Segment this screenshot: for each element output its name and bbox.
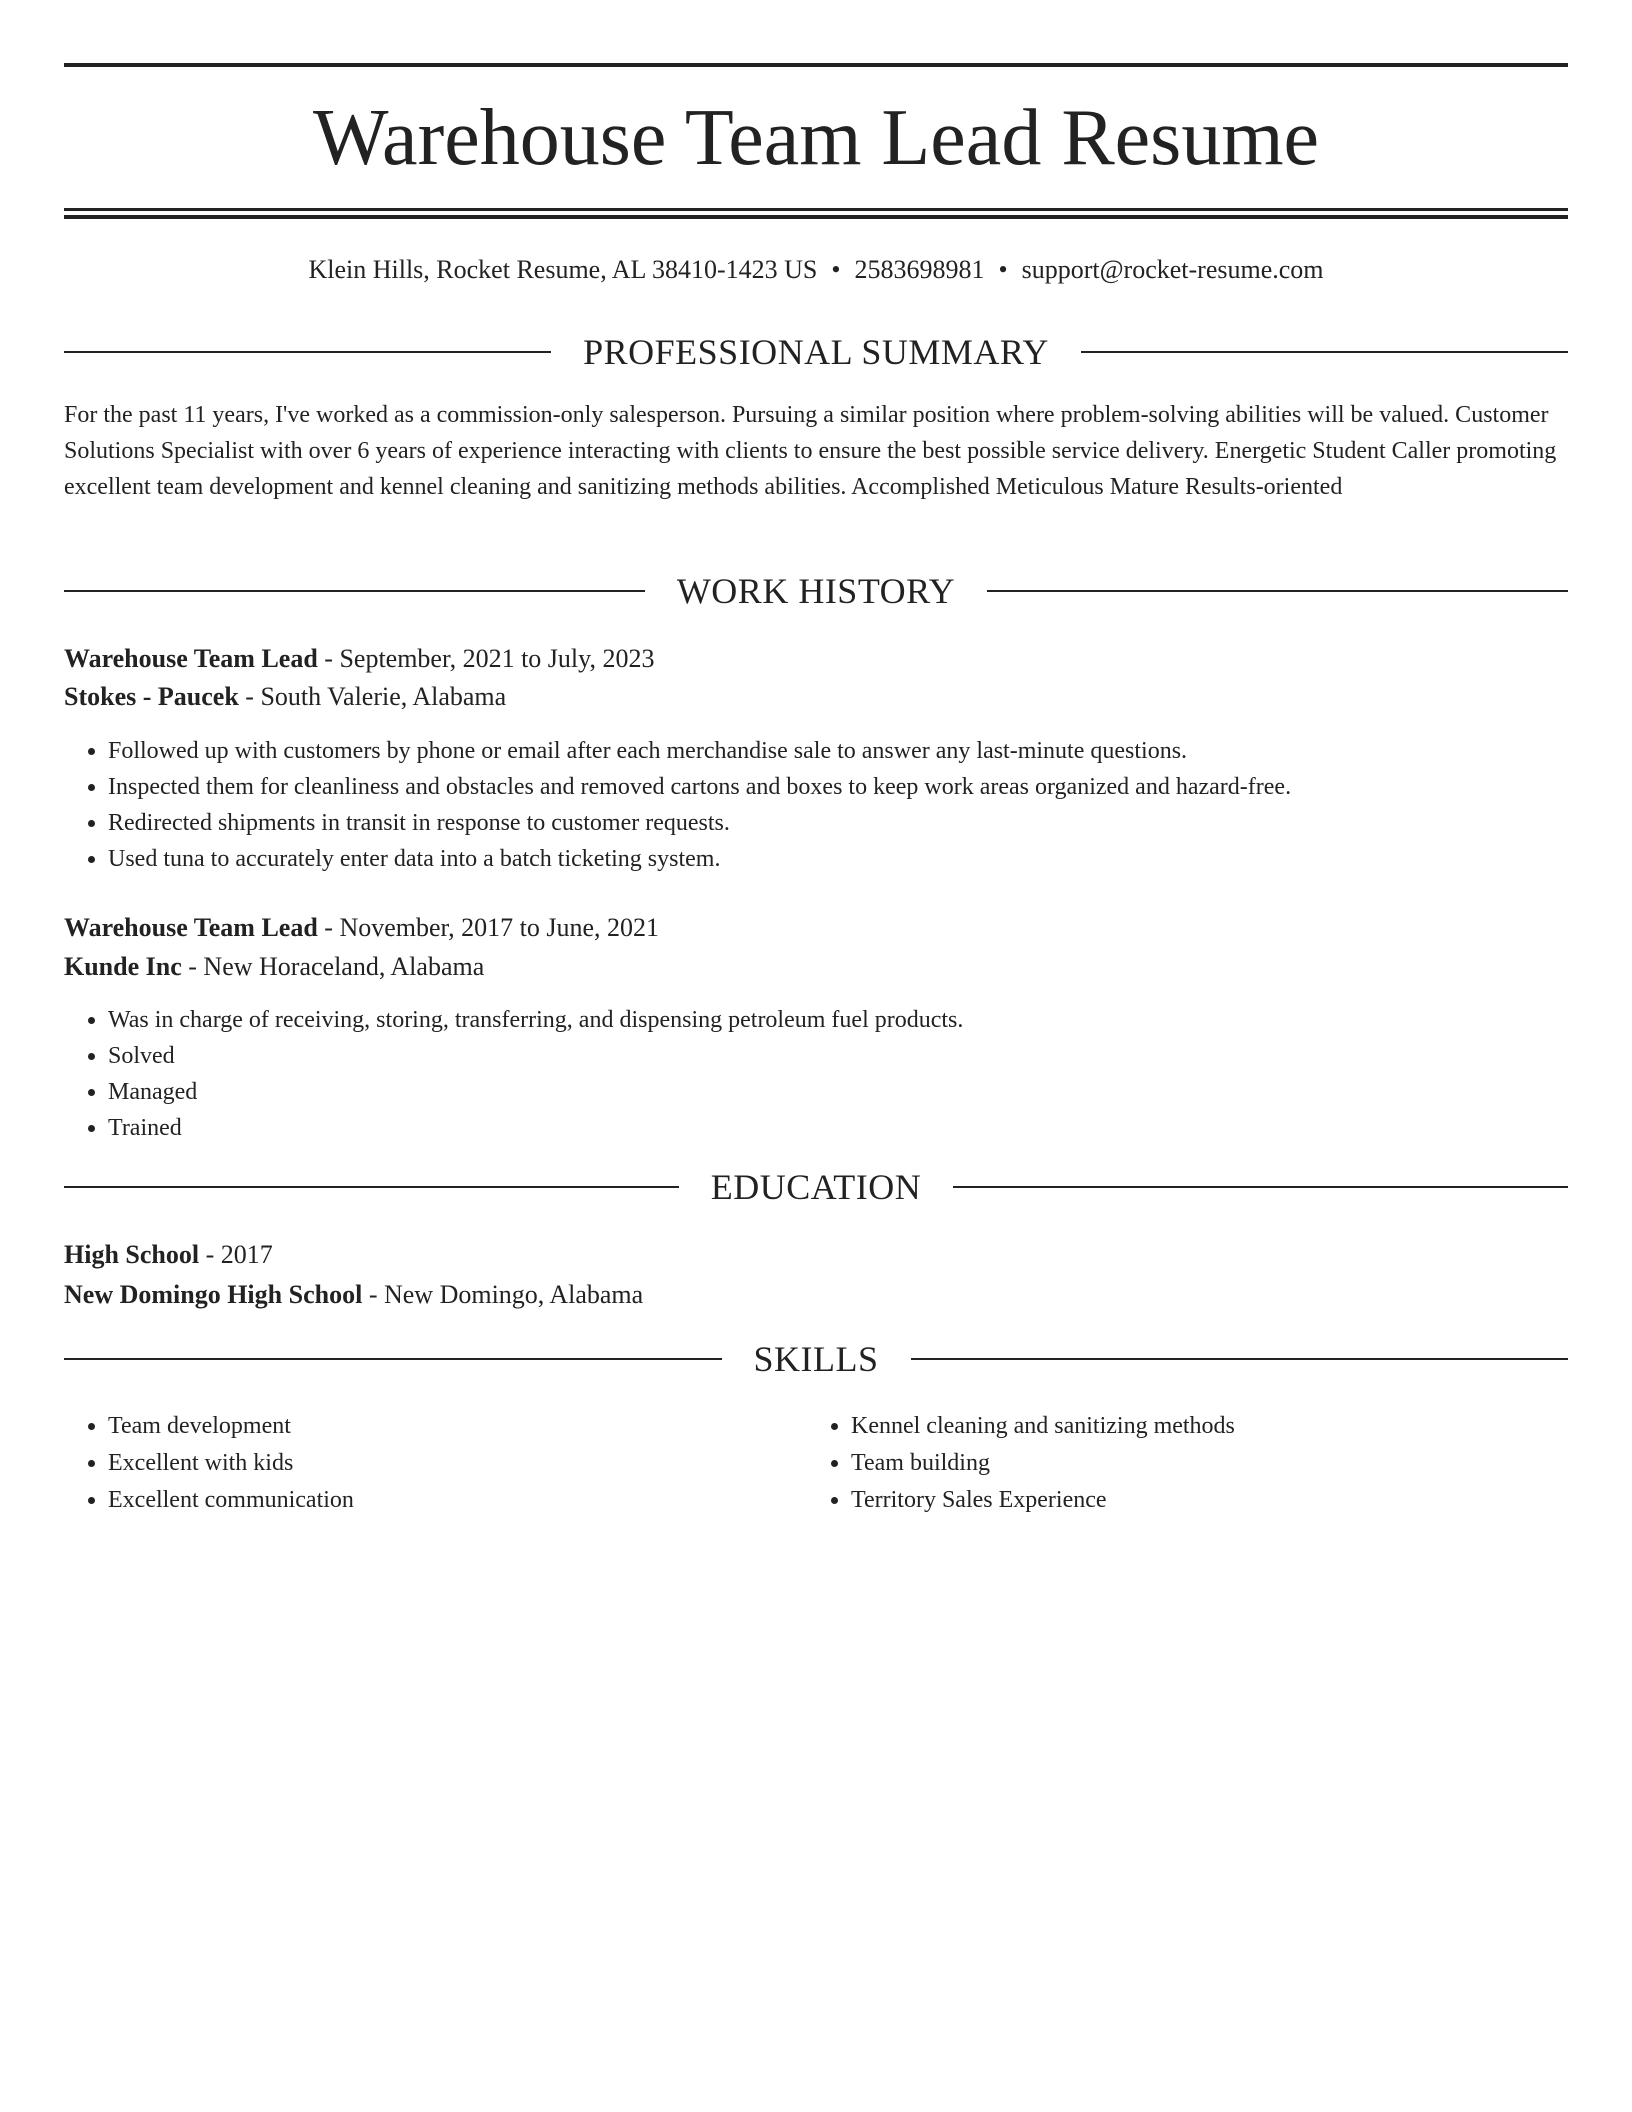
contact-email: support@rocket-resume.com bbox=[1021, 255, 1324, 284]
top-rule bbox=[64, 63, 1568, 67]
contact-address: Klein Hills, Rocket Resume, AL 38410-1423 US bbox=[308, 255, 818, 284]
heading-rule bbox=[64, 1186, 679, 1188]
education-degree: High School bbox=[64, 1240, 200, 1269]
job-bullets bbox=[64, 1002, 1568, 1146]
job-location: - South Valerie, Alabama bbox=[238, 682, 507, 711]
skill-item: • Excellent communication bbox=[108, 1482, 808, 1519]
summary-text: For the past 11 years, I've worked as a commission-only salesperson. Pursuing a similar position where problem-solving abilities will be valued. Customer Solutions Specialist with over 6 years of experience interacting with clients to ensure the best possible service delivery. Energetic Student Caller promoting excellent team development and kennel cleaning and sanitizing methods abilities. Accomplished Meticulous Mature Results-oriented bbox=[64, 402, 1557, 500]
education-location: - New Domingo, Alabama bbox=[362, 1280, 644, 1309]
education-school: New Domingo High School bbox=[64, 1280, 363, 1309]
job-title-line bbox=[64, 640, 1568, 678]
section-title-work: WORK HISTORY bbox=[676, 571, 956, 611]
list-item: • Redirected shipments in transit in response to customer requests. bbox=[108, 805, 1568, 841]
contact-line bbox=[64, 252, 1568, 288]
skill-item: • Kennel cleaning and sanitizing methods bbox=[851, 1408, 1611, 1445]
job-bullets bbox=[64, 733, 1568, 877]
section-title-summary: PROFESSIONAL SUMMARY bbox=[583, 332, 1049, 372]
list-item: • Managed bbox=[108, 1074, 1568, 1110]
job-company: Stokes - Paucek bbox=[64, 682, 239, 711]
section-heading-work bbox=[64, 569, 1568, 613]
job-role: Warehouse Team Lead bbox=[64, 913, 318, 942]
skill-item: • Territory Sales Experience bbox=[851, 1482, 1611, 1519]
heading-rule bbox=[64, 351, 551, 353]
skills-list-left bbox=[64, 1408, 808, 1519]
section-title-skills: SKILLS bbox=[753, 1339, 879, 1379]
education-school-line bbox=[64, 1276, 1568, 1314]
job-company-line bbox=[64, 948, 1568, 986]
skill-item: • Team building bbox=[851, 1445, 1611, 1482]
list-item: • Inspected them for cleanliness and obstacles and removed cartons and boxes to keep work areas organized and hazard-free. bbox=[108, 769, 1568, 805]
job-dates: - September, 2021 to July, 2023 bbox=[317, 644, 655, 673]
job-company: Kunde Inc bbox=[64, 952, 182, 981]
list-item: • Was in charge of receiving, storing, transferring, and dispensing petroleum fuel products. bbox=[108, 1002, 1568, 1038]
education-year: - 2017 bbox=[199, 1240, 273, 1269]
job-location: - New Horaceland, Alabama bbox=[181, 952, 485, 981]
section-heading-education bbox=[64, 1165, 1568, 1209]
contact-separator: • bbox=[998, 255, 1008, 284]
heading-rule bbox=[953, 1186, 1568, 1188]
job-company-line bbox=[64, 678, 1568, 716]
page-title: Warehouse Team Lead Resume bbox=[312, 94, 1320, 182]
skills-list-right bbox=[807, 1408, 1611, 1519]
heading-rule bbox=[1081, 351, 1568, 353]
title-rule-upper bbox=[64, 208, 1568, 211]
contact-separator: • bbox=[831, 255, 841, 284]
skill-item: • Team development bbox=[108, 1408, 808, 1445]
list-item: • Solved bbox=[108, 1038, 1568, 1074]
section-heading-skills bbox=[64, 1337, 1568, 1381]
title-rule-lower bbox=[64, 215, 1568, 219]
heading-rule bbox=[64, 590, 645, 592]
contact-phone: 2583698981 bbox=[854, 255, 985, 284]
list-item: • Trained bbox=[108, 1110, 1568, 1146]
job-title-line bbox=[64, 909, 1568, 947]
job-dates: - November, 2017 to June, 2021 bbox=[317, 913, 660, 942]
list-item: • Used tuna to accurately enter data into a batch ticketing system. bbox=[108, 841, 1568, 877]
job-role: Warehouse Team Lead bbox=[64, 644, 318, 673]
list-item: • Followed up with customers by phone or email after each merchandise sale to answer any last-minute questions. bbox=[108, 733, 1568, 769]
heading-rule bbox=[911, 1358, 1569, 1360]
section-title-education: EDUCATION bbox=[710, 1167, 922, 1207]
heading-rule bbox=[64, 1358, 722, 1360]
heading-rule bbox=[987, 590, 1568, 592]
skill-item: • Excellent with kids bbox=[108, 1445, 808, 1482]
education-degree-line bbox=[64, 1236, 1568, 1274]
section-heading-summary bbox=[64, 330, 1568, 374]
